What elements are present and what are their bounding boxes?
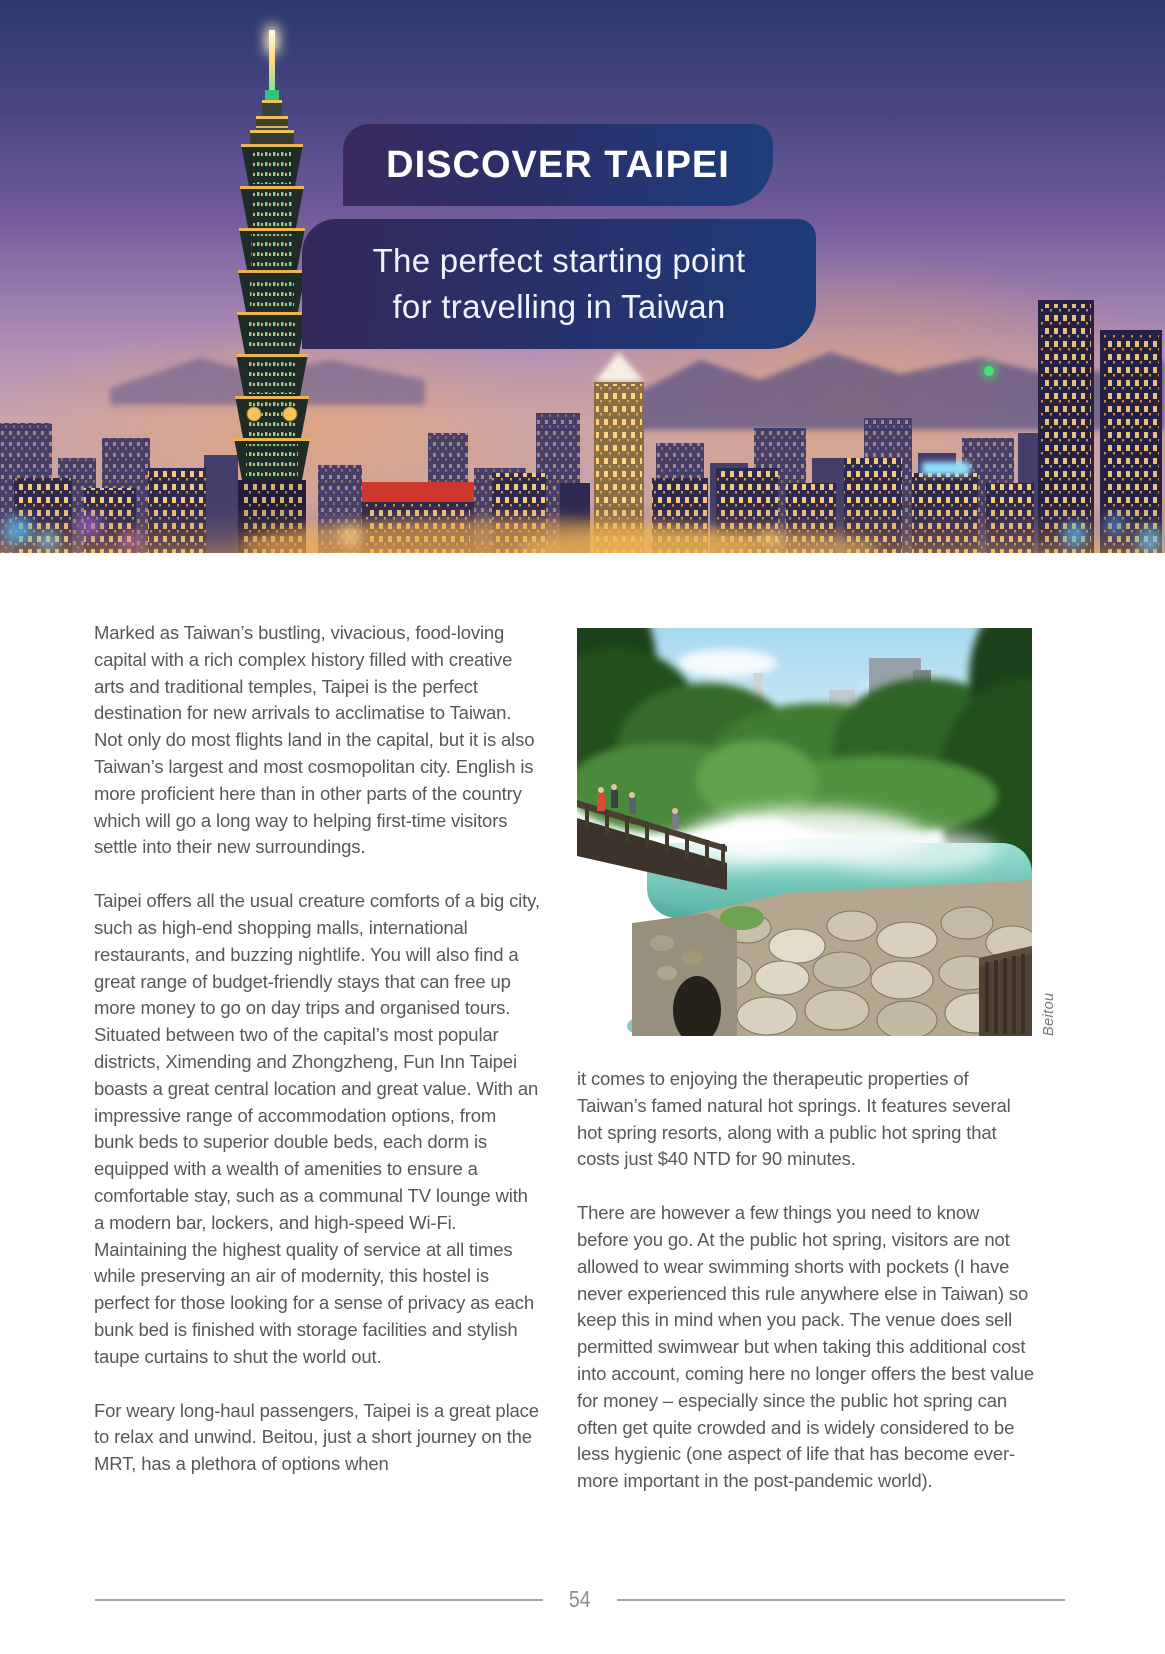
beitou-photo	[577, 628, 1032, 1036]
grass-tuft	[720, 906, 764, 930]
red-sign-building	[362, 482, 474, 502]
hot-spring-illustration	[577, 628, 1032, 1036]
photo-caption: Beitou	[1041, 992, 1057, 1036]
wooden-fence-right	[979, 946, 1032, 1036]
paragraph: Marked as Taiwan’s bustling, vivacious, food-loving capital with a rich complex history filled with creative arts and traditional temples, Taipei is the perfect destination for new arrivals to acclimatise to Taiwan. Not only do most flights land in the capital, but it is also Taiwan’s largest and most cosmopolitan city. English is more proficient here than in other parts of the country which will go a long way to helping first-time visitors settle into their new surroundings.	[94, 622, 535, 858]
stone-bridge	[632, 913, 737, 1036]
page-footer	[95, 1586, 1065, 1613]
footer-rule-right	[617, 1599, 1065, 1601]
hero-image	[0, 0, 1165, 553]
paragraph: it comes to enjoying the therapeutic properties of Taiwan’s famed natural hot springs. It features several hot spring resorts, along with a public hot spring that costs just $40 NTD for 90 minutes.	[577, 1068, 1011, 1170]
tower-medallion	[283, 407, 297, 421]
footer-rule-left	[95, 1599, 543, 1601]
paragraph: Taipei offers all the usual creature comforts of a big city, such as high-end shopping malls, international restaurants, and buzzing nightlife. You will also find a great range of budget-friendly stays that can free up more money to go on day trips and organised tours. Situated between two of the capital’s most popular districts, Ximending and Zhongzheng, Fun Inn Taipei boasts a great central location and great value. With an impressive range of accommodation options, from bunk beds to superior double beds, each dorm is equipped with a wealth of amenities to ensure a comfortable stay, such as a communal TV lounge with a modern bar, lockers, and high-speed Wi-Fi. Maintaining the highest quality of service at all times while preserving an air of modernity, this hostel is perfect for those looking for a sense of privacy as each bunk bed is finished with storage facilities and stylish taupe curtains to shut the world out.	[94, 890, 540, 1367]
cyan-sign	[922, 462, 970, 475]
paragraph: For weary long-haul passengers, Taipei is a great place to relax and unwind. Beitou, just a short journey on the MRT, has a plethora of options when	[94, 1399, 539, 1475]
green-light-dot	[979, 361, 999, 381]
tower-medallion	[247, 407, 261, 421]
article-right-column	[577, 1066, 1035, 1522]
subtitle-line-2: for travelling in Taiwan	[392, 288, 726, 325]
page-title: DISCOVER TAIPEI	[386, 143, 730, 186]
paragraph: There are however a few things you need to know before you go. At the public hot spring, visitors are not allowed to wear swimming shorts with pockets (I have never experienced this rule anywhere else in Taiwan) so keep this in mind when you pack. The venue does sell permitted swimwear but when taking this additional cost into account, coming here no longer offers the best value for money – especially since the public hot spring can often get quite crowded and is widely considered to be less hygienic (one aspect of life that has become ever-more important in the post-pandemic world).	[577, 1202, 1034, 1492]
title-banner	[343, 124, 773, 206]
subtitle-line-1: The perfect starting point	[372, 242, 746, 279]
article-left-column	[94, 620, 540, 1505]
page-number: 54	[569, 1586, 591, 1612]
subtitle-banner	[302, 219, 816, 349]
